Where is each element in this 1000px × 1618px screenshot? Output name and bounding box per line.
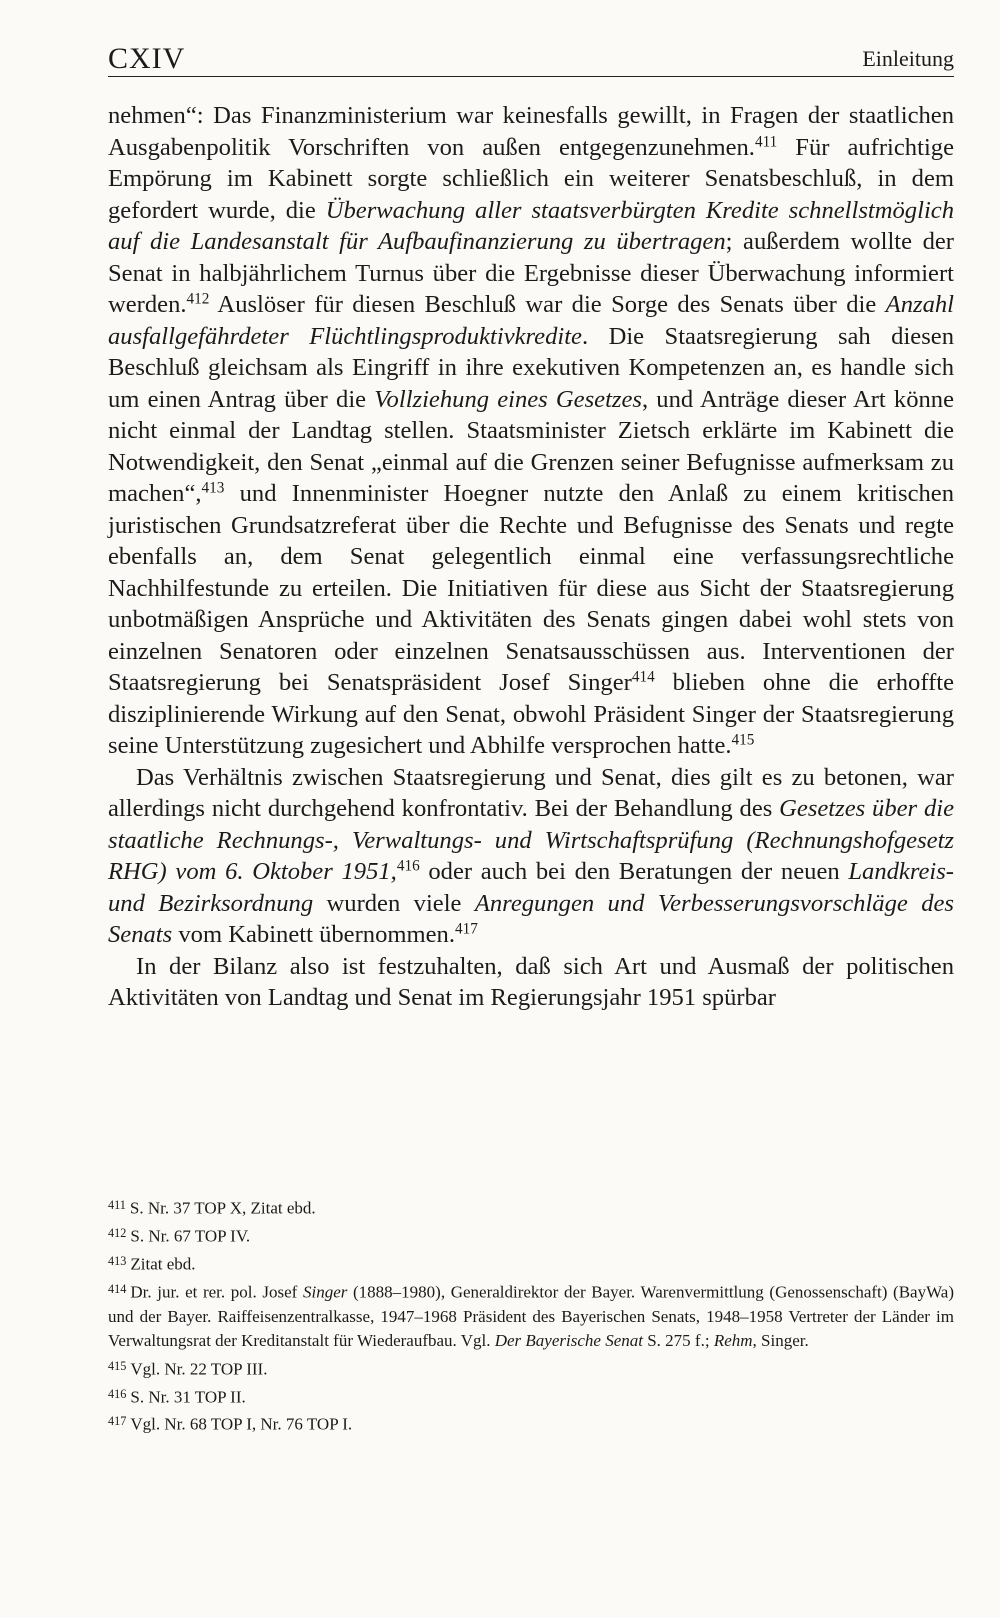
footnote-number: 414	[108, 1281, 127, 1296]
text-segment: und Innenminister Hoegner nutzte den Anlaß zu einem kritischen juristischen Grundsatzreferat über die Rechte und Befugnisse des Senats und regte ebenfalls an, dem Senat gelegentlich einmal eine verfassungsrechtliche Nachhilfestunde zu erteilen. Die Initiativen für diese aus Sicht der Staatsregierung unbotmäßigen Ansprüche und Aktivitäten des Senats gingen dabei wohl stets von einzelnen Senatoren oder einzelnen Senatsausschüssen aus. Interventionen der Staatsregierung bei Senatspräsident Josef Singer	[108, 480, 954, 696]
footnote-text: Dr. jur. et rer. pol. Josef	[130, 1281, 303, 1301]
footnotes	[108, 1193, 954, 1437]
footnote-ref-413[interactable]: 413	[201, 479, 225, 497]
running-title: Einleitung	[862, 46, 954, 71]
header-rule	[108, 76, 954, 77]
footnote-ref-411[interactable]: 411	[754, 133, 778, 151]
footnote-number: 413	[108, 1253, 127, 1268]
footnote-417	[108, 1409, 954, 1437]
paragraph-3	[108, 951, 954, 1014]
text-segment: Auslöser für diesen Beschluß war die Sorge des Senats über die	[209, 291, 886, 318]
footnote-text: S. Nr. 31 TOP II.	[130, 1386, 246, 1406]
italic-segment: Überwachung aller staatsverbürgten Kredite schnellstmöglich auf die Landesanstalt für Aufbaufinanzierung zu übertragen	[108, 196, 954, 255]
italic-segment: Anzahl ausfallgefährdeter Flüchtlingsproduktivkredite	[108, 291, 954, 350]
footnote-415	[108, 1354, 954, 1382]
page-number: CXIV	[108, 42, 186, 75]
paragraph-2	[108, 762, 954, 951]
footnote-number: 416	[108, 1386, 127, 1401]
footnote-text: Vgl. Nr. 22 TOP III.	[130, 1358, 268, 1378]
footnote-ref-416[interactable]: 416	[396, 857, 420, 875]
footnote-text: , Singer.	[752, 1331, 809, 1351]
footnote-text: Zitat ebd.	[130, 1254, 196, 1274]
footnote-text: Vgl. Nr. 68 TOP I, Nr. 76 TOP I.	[130, 1414, 353, 1434]
paragraph-1	[108, 100, 954, 762]
footnote-italic: Der Bayerische Senat	[494, 1331, 643, 1351]
footnote-ref-412[interactable]: 412	[186, 290, 210, 308]
text-segment: oder auch bei den Beratungen der neuen	[419, 858, 849, 885]
footnote-number: 411	[108, 1198, 126, 1212]
footnote-ref-415[interactable]: 415	[731, 731, 755, 749]
footnote-number: 415	[108, 1358, 127, 1373]
footnote-413	[108, 1249, 954, 1277]
italic-segment: Vollziehung eines Gesetzes	[374, 385, 642, 413]
footnote-411	[108, 1193, 954, 1221]
italic-segment: Landkreis- und Bezirksordnung	[108, 858, 954, 917]
body-text	[108, 100, 954, 1014]
text-segment: Das Verhältnis zwischen Staatsregierung und Senat, dies gilt es zu betonen, war allerdings nicht durchgehend konfrontativ. Bei der Behandlung des	[108, 763, 954, 822]
footnote-414	[108, 1277, 954, 1354]
footnote-ref-414[interactable]: 414	[631, 668, 655, 686]
footnote-412	[108, 1221, 954, 1249]
footnote-text: S. Nr. 67 TOP IV.	[130, 1226, 251, 1246]
footnote-416	[108, 1382, 954, 1410]
footnote-text: S. Nr. 37 TOP X, Zitat ebd.	[129, 1198, 316, 1218]
text-segment: In der Bilanz also ist festzuhalten, daß sich Art und Ausmaß der politischen Aktivitäten von Landtag und Senat im Regierungsjahr 1951 spürbar	[108, 952, 954, 1011]
footnote-text: S. 275 f.;	[642, 1331, 714, 1351]
text-segment: nehmen“: Das Finanzministerium war keinesfalls gewillt, in Fragen der staatlichen Ausgabenpolitik Vorschriften von außen entgegenzunehmen.	[108, 102, 954, 161]
text-segment: wurden viele	[313, 889, 475, 917]
page-header	[108, 36, 954, 78]
text-segment: . Die Staatsregierung sah diesen Beschluß gleichsam als Eingriff in ihre exekutiven Kompetenzen an, es handle sich um einen Antrag über die	[108, 322, 955, 413]
text-segment: ; außerdem wollte der Senat in halbjährlichem Turnus über die Ergebnisse dieser Überwachung informiert werden.	[108, 228, 954, 318]
italic-segment: Gesetzes über die staatliche Rechnungs-, Verwaltungs- und Wirtschaftsprüfung (Rechnungshofgesetz RHG) vom 6. Oktober 1951,	[108, 795, 954, 885]
text-segment: vom Kabinett übernommen.	[172, 921, 455, 948]
text-segment: blieben ohne die erhoffte disziplinierende Wirkung auf den Senat, obwohl Präsident Singer der Staatsregierung seine Unterstützung zugesichert und Abhilfe versprochen hatte.	[108, 669, 955, 759]
footnote-number: 412	[108, 1225, 127, 1240]
text-segment: , und Anträge dieser Art könne nicht einmal der Landtag stellen. Staatsminister Zietsch erklärte im Kabinett die Notwendigkeit, den Senat „einmal auf die Grenzen seiner Befugnisse aufmerksam zu machen“,	[108, 385, 955, 507]
footnote-number: 417	[108, 1414, 127, 1429]
footnote-italic: Singer	[302, 1281, 348, 1301]
footnote-ref-417[interactable]: 417	[455, 920, 478, 938]
text-segment: Für aufrichtige Empörung im Kabinett sorgte schließlich ein weiterer Senatsbeschluß, in dem gefordert wurde, die	[108, 133, 954, 224]
footnote-italic: Rehm	[713, 1331, 753, 1351]
italic-segment: Anregungen und Verbesserungsvorschläge des Senats	[108, 889, 954, 948]
footnote-text: (1888–1980), Generaldirektor der Bayer. Warenvermittlung (Genossenschaft) (BayWa) und der Bayer. Raiffeisenzentralkasse, 1947–1968 Präsident des Bayerischen Senats, 1948–1958 Vertreter der Länder im Verwaltungsrat der Kreditanstalt für Wiederaufbau. Vgl.	[108, 1281, 954, 1351]
